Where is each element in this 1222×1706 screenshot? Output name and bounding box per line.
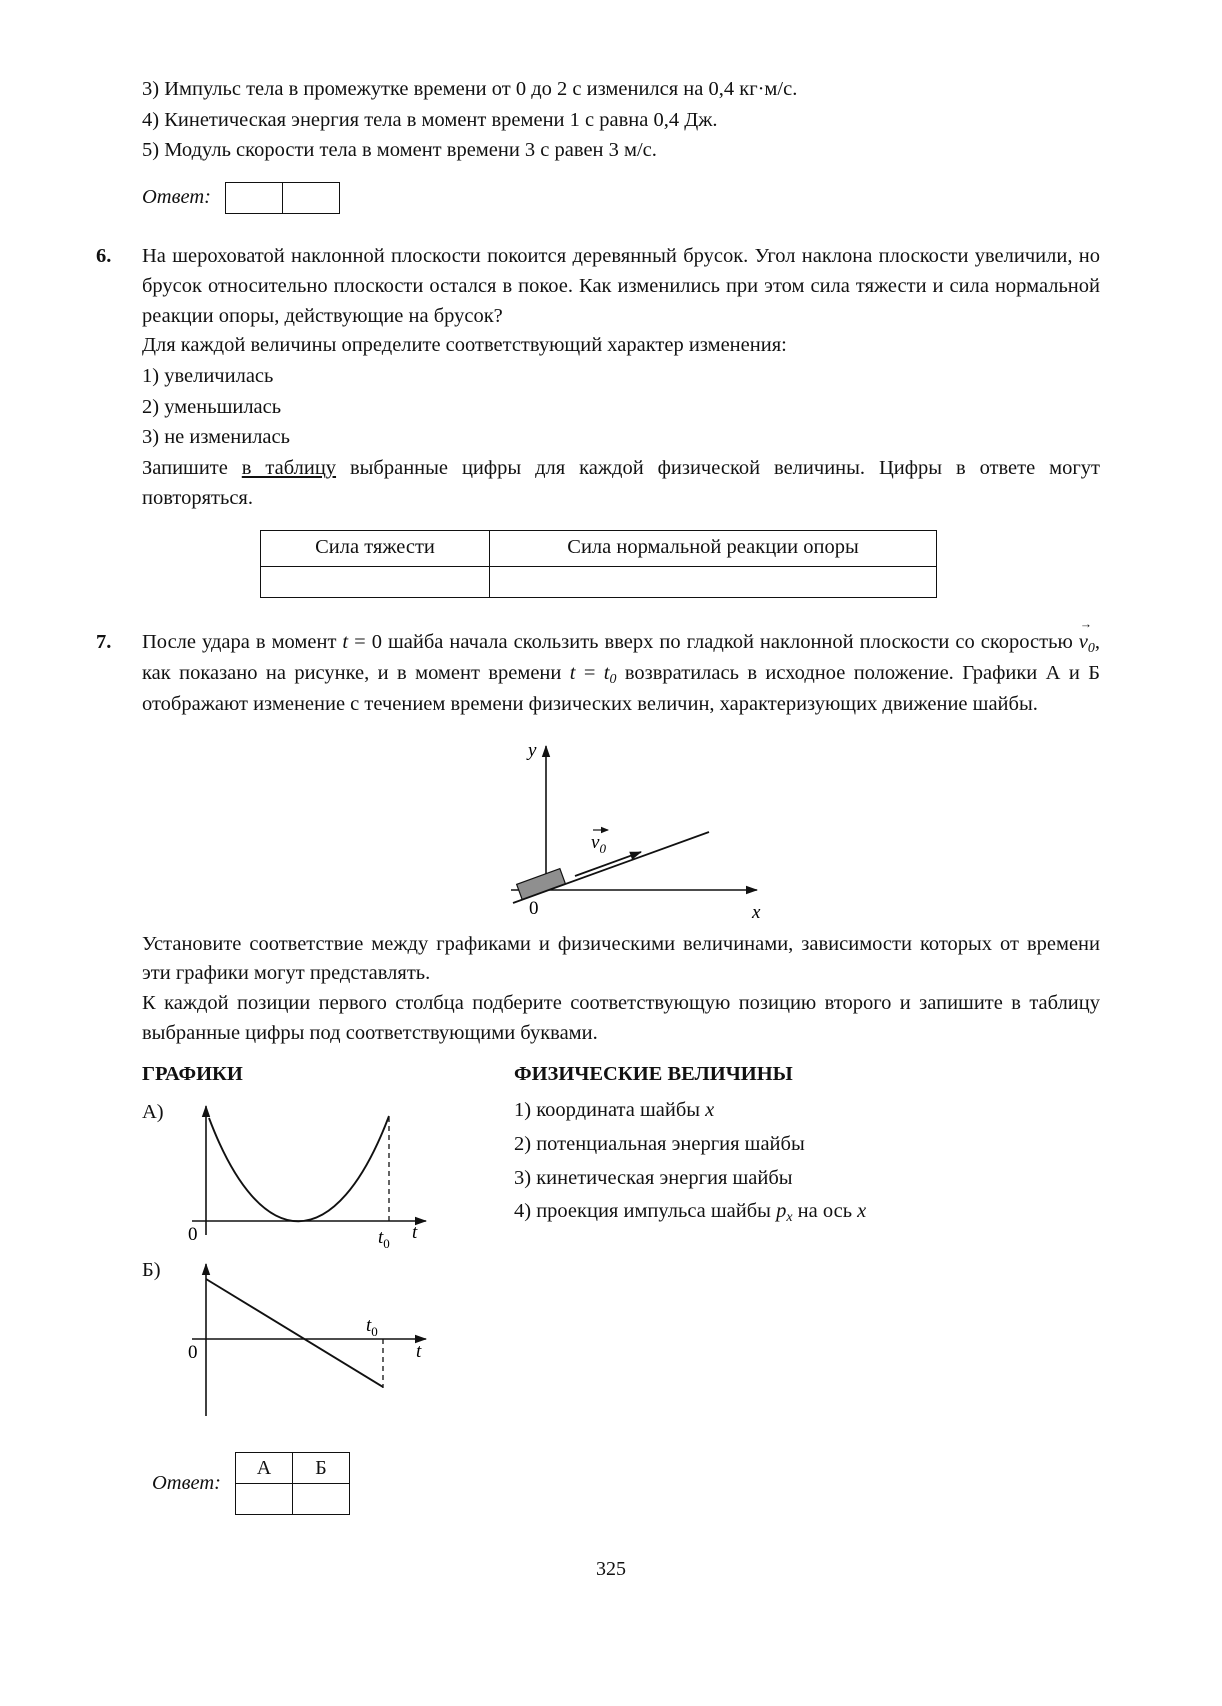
- var-p-sub: x: [786, 1210, 793, 1226]
- match-columns: [142, 1060, 1100, 1428]
- var-p: p: [776, 1200, 787, 1223]
- statement-item-5: 5) Модуль скорости тела в момент времени 3 с равен 3 м/с.: [142, 139, 657, 162]
- graphs-column: [142, 1060, 514, 1428]
- answer-cell-a: [235, 1484, 292, 1515]
- text-part: , как показано на рисунке, и в момент времени: [142, 630, 1100, 684]
- graph-b-origin-label: 0: [188, 1342, 198, 1364]
- answer-table-7: [235, 1452, 350, 1515]
- answer-label: Ответ:: [142, 186, 211, 209]
- problem-7: [96, 616, 1100, 1516]
- text-3-after: выбранные цифры для каждой физической величины. Цифры в ответе могут повторяться.: [142, 457, 1100, 509]
- quantity-4: [514, 1197, 1100, 1228]
- answer-row-prev: [142, 182, 1100, 214]
- option-1: 1) увеличилась: [142, 365, 274, 388]
- table-header-row: [261, 530, 937, 566]
- incline-figure: [471, 730, 771, 926]
- graphs-heading: ГРАФИКИ: [142, 1063, 243, 1086]
- graph-a: [176, 1096, 456, 1248]
- quantity-4-text-2: на ось: [792, 1200, 858, 1223]
- text-part: = 0 шайба начала скользить вверх по гладкой наклонной плоскости со скоростью: [348, 630, 1079, 653]
- statement-item-4: 4) Кинетическая энергия тела в момент времени 1 с равна 0,4 Дж.: [142, 108, 718, 131]
- figure-y-axis-label: y: [528, 739, 537, 761]
- answer-cell-b: [292, 1484, 349, 1515]
- answer-table-7-input-row: [235, 1484, 349, 1515]
- quantity-1: [514, 1096, 1100, 1126]
- quantity-3: 3) кинетическая энергия шайбы: [514, 1166, 793, 1189]
- text-part: возвратилась в исходное положение. Графики А и Б отображают изменение с течением времени физических величин, характеризующих движение шайбы.: [142, 661, 1100, 715]
- problem-7-text-1: [142, 616, 1100, 720]
- figure-x-axis-label: x: [752, 901, 761, 923]
- var-x: x: [705, 1099, 715, 1122]
- normal-answer-cell: [490, 566, 937, 597]
- problem-6-text-2: Для каждой величины определите соответствующий характер изменения:: [142, 334, 787, 357]
- var-v0-vector: [1078, 616, 1093, 658]
- answer-header-a: А: [235, 1453, 292, 1484]
- gravity-answer-cell: [261, 566, 490, 597]
- quantity-2: 2) потенциальная энергия шайбы: [514, 1132, 805, 1155]
- answer-header-b: Б: [292, 1453, 349, 1484]
- var-v-sub: 0: [1087, 640, 1095, 656]
- var-x: x: [857, 1200, 867, 1223]
- problem-7-text-3: К каждой позиции первого столбца подберите соответствующую позицию второго и запишите в таблицу выбранные цифры под соответствующими буквами.: [142, 991, 1100, 1044]
- problem-6-text-1: На шероховатой наклонной плоскости покоится деревянный брусок. Угол наклона плоскости увеличили, но брусок относительно плоскости остался в покое. Как изменились при этом сила тяжести и сила нормальной реакции опоры, действующие на брусок?: [142, 245, 1100, 327]
- vector-arrow: →: [1079, 616, 1093, 631]
- text-3-before: Запишите: [142, 457, 242, 480]
- problem-6: [96, 242, 1100, 599]
- graph-b-label: Б): [142, 1259, 161, 1282]
- graph-a-origin-label: 0: [188, 1224, 198, 1246]
- answer-table-7-header-row: [235, 1453, 349, 1484]
- graph-b-t0-label: $t_0$: [366, 1315, 378, 1340]
- problem-7-text-2: Установите соответствие между графиками и физическими величинами, зависимости которых от времени эти графики могут представлять.: [142, 932, 1100, 985]
- graph-a-curve: [209, 1116, 389, 1221]
- quantities-heading: ФИЗИЧЕСКИЕ ВЕЛИЧИНЫ: [514, 1063, 793, 1086]
- graph-a-label: А): [142, 1101, 164, 1124]
- graph-b-line: [206, 1279, 383, 1387]
- answer-box-row: [225, 183, 339, 214]
- problem-6-number: 6.: [96, 245, 112, 268]
- answer-cell-2: [282, 183, 339, 214]
- answer-box: [225, 182, 340, 214]
- statement-list: [142, 75, 1100, 166]
- header-gravity-force: Сила тяжести: [261, 530, 490, 566]
- velocity-vector: [575, 852, 641, 876]
- table-answer-row: [261, 566, 937, 597]
- var-t: t: [569, 661, 576, 684]
- problem-7-body: [142, 616, 1100, 1516]
- problem-6-body: [142, 242, 1100, 599]
- option-2: 2) уменьшилась: [142, 395, 282, 418]
- problem-7-number: 7.: [96, 630, 112, 653]
- var-v: v: [1078, 630, 1088, 653]
- graph-a-t-label: t: [412, 1222, 418, 1244]
- statement-item-3: 3) Импульс тела в промежутке времени от 0 до 2 с изменился на 0,4 кг·м/с.: [142, 78, 798, 100]
- quantity-4-text: 4) проекция импульса шайбы: [514, 1200, 777, 1223]
- option-3: 3) не изменилась: [142, 426, 290, 449]
- graph-b: [176, 1254, 456, 1422]
- text-part: =: [575, 661, 604, 684]
- problem-6-answer-table: [260, 530, 937, 598]
- quantity-1-text: 1) координата шайбы: [514, 1099, 706, 1122]
- graph-a-block: [142, 1096, 514, 1248]
- page-number: 325: [596, 1558, 626, 1581]
- var-t0: t: [603, 661, 610, 684]
- velocity-label: $v_0$: [591, 831, 606, 856]
- graph-b-t-label: t: [416, 1341, 422, 1363]
- graph-b-block: [142, 1254, 514, 1422]
- var-t: t: [342, 630, 349, 653]
- quantities-column: [514, 1060, 1100, 1428]
- text-3-underlined: в таблицу: [241, 457, 337, 480]
- answer-label-7: Ответ:: [152, 1471, 221, 1494]
- var-t0-sub: 0: [609, 671, 617, 687]
- graph-a-t0-label: $t_0$: [378, 1227, 390, 1249]
- problem-6-text-3: [142, 454, 1100, 513]
- puck-block: [517, 868, 566, 899]
- answer-cell-1: [225, 183, 282, 214]
- figure-origin-label: 0: [529, 897, 539, 919]
- answer-row-7: [152, 1452, 1100, 1515]
- text-part: После удара в момент: [142, 630, 343, 653]
- header-normal-force: Сила нормальной реакции опоры: [490, 530, 937, 566]
- previous-problem-tail: [96, 75, 1100, 214]
- figure-wrap: [142, 730, 1100, 926]
